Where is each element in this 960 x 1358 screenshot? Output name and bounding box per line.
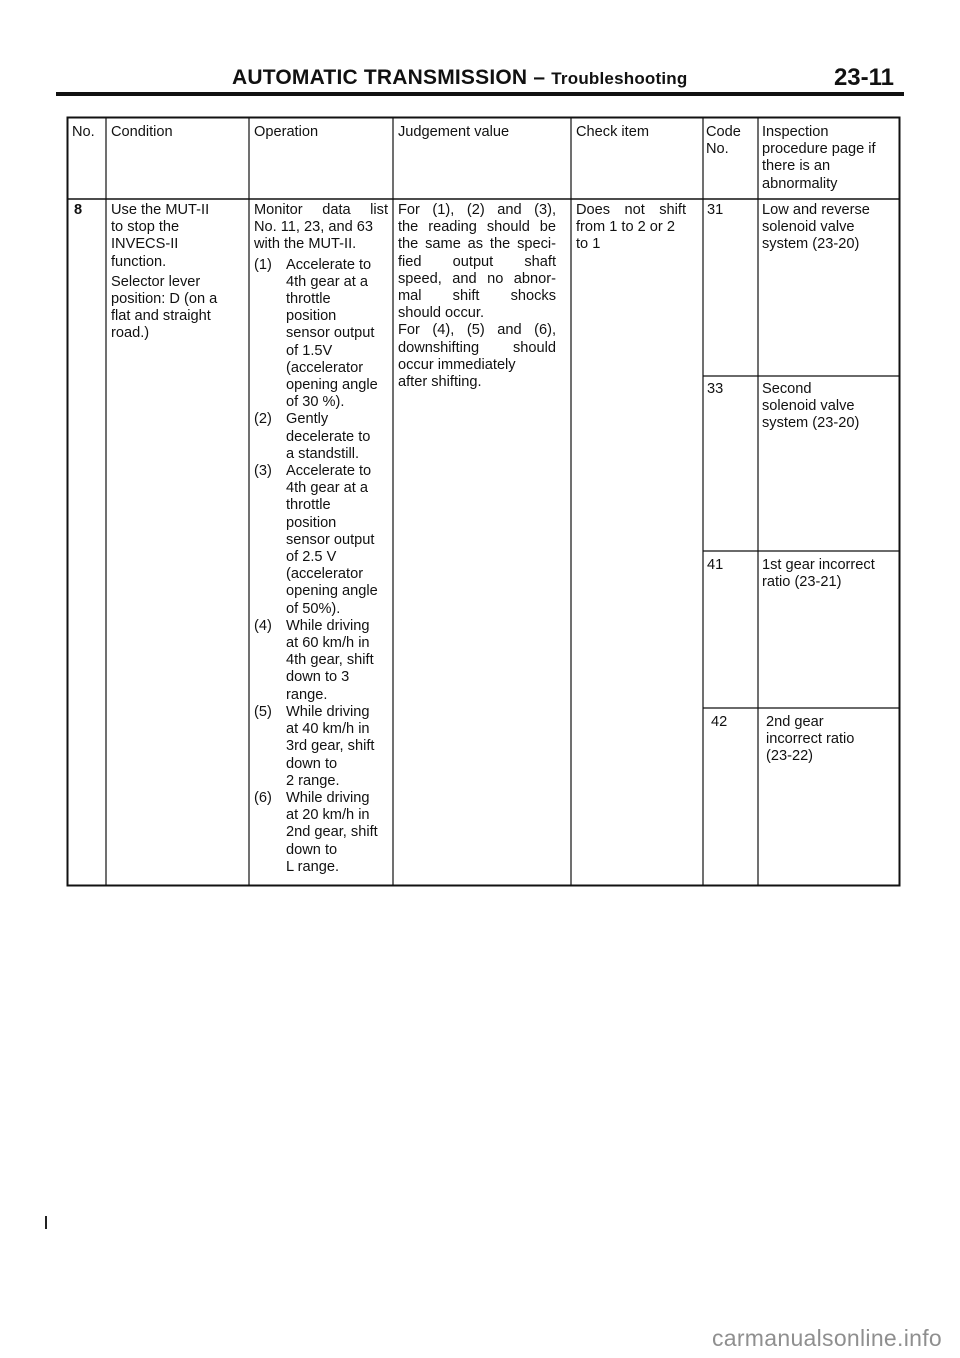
step-line: While driving (286, 703, 370, 720)
step-line: L range. (286, 858, 340, 875)
step-line: range. (286, 686, 328, 703)
check-line: to 1 (576, 236, 601, 253)
operation-intro-line: Monitor data list (254, 202, 388, 218)
step-line: While driving (286, 617, 370, 634)
col-header-no: No. (72, 124, 95, 140)
step-line: of 30 %). (286, 394, 345, 411)
operation-step (254, 704, 388, 790)
step-line: sensor output (286, 325, 375, 342)
condition-cell (111, 202, 217, 343)
judgement-line: occur immediately (398, 356, 516, 373)
operation-cell (254, 202, 388, 876)
step-line: (accelerator (286, 359, 364, 376)
judgement-cell (398, 202, 556, 391)
condition-line: Selector lever (111, 273, 201, 290)
step-line: of 2.5 V (286, 549, 337, 566)
step-line: Gently (286, 411, 329, 428)
condition-line: Use the MUT-II (111, 202, 210, 218)
condition-line: position: D (on a (111, 291, 218, 308)
operation-intro-line: with the MUT-II. (254, 236, 357, 253)
inspection-42 (766, 714, 854, 766)
step-line: at 60 km/h in (286, 635, 370, 652)
inspection-line: system (23-20) (762, 236, 860, 253)
judgement-line: after shifting. (398, 374, 482, 391)
step-number: (3) (254, 463, 272, 480)
inspection-line: incorrect ratio (766, 731, 855, 748)
step-line: opening angle (286, 377, 378, 394)
col-header-inspection-line: Inspection (762, 124, 829, 140)
step-line: While driving (286, 789, 370, 806)
step-line: of 50%). (286, 600, 341, 617)
watermark: carmanualsonline.info (711, 1325, 942, 1351)
step-line: down to (286, 755, 338, 772)
code-41: 41 (707, 557, 724, 573)
step-line: of 1.5V (286, 342, 333, 359)
step-line: throttle (286, 291, 331, 308)
condition-line: road.) (111, 325, 150, 342)
inspection-line: 1st gear incorrect (762, 557, 875, 573)
step-line: 4th gear at a (286, 273, 368, 290)
step-number: (5) (254, 703, 272, 720)
section-subtitle: Troubleshooting (551, 69, 688, 88)
step-line: 4th gear, shift (286, 652, 374, 669)
step-line: Accelerate to (286, 463, 372, 480)
operation-step (254, 618, 388, 704)
step-line: 4th gear at a (286, 480, 368, 497)
page-number: 23-11 (833, 64, 894, 91)
operation-step (254, 790, 388, 876)
step-line: (accelerator (286, 566, 364, 583)
check-line: Does not shift (576, 202, 686, 218)
col-header-check: Check item (576, 124, 649, 140)
step-line: at 20 km/h in (286, 807, 370, 824)
judgement-line: the same as the speci- (398, 236, 556, 253)
inspection-line: Second (762, 381, 812, 397)
condition-line: to stop the (111, 219, 180, 236)
condition-line: function. (111, 253, 167, 270)
col-header-inspection (762, 124, 876, 193)
inspection-33 (762, 381, 859, 433)
title-dash: – (533, 66, 546, 89)
inspection-line: Low and reverse (762, 202, 870, 218)
scan-mark (45, 1216, 47, 1229)
judgement-line: the reading should be (398, 219, 556, 236)
condition-line: INVECS-II (111, 236, 179, 253)
col-header-code-line: No. (706, 141, 729, 158)
step-line: throttle (286, 497, 331, 514)
step-line: opening angle (286, 583, 378, 600)
col-header-inspection-line: abnormality (762, 175, 838, 192)
col-header-code-line: Code (706, 124, 741, 140)
step-number: (2) (254, 411, 272, 428)
section-title (232, 66, 687, 90)
col-header-operation: Operation (254, 124, 319, 140)
operation-step (254, 463, 388, 618)
section-title-main: AUTOMATIC TRANSMISSION (232, 66, 528, 89)
step-number: (4) (254, 617, 272, 634)
col-header-inspection-line: procedure page if (762, 141, 876, 158)
inspection-line: 2nd gear (766, 714, 824, 730)
judgement-line: mal shift shocks (398, 288, 556, 305)
step-line: a standstill. (286, 445, 360, 462)
code-42: 42 (711, 714, 728, 730)
step-line: decelerate to (286, 428, 371, 445)
step-number: (6) (254, 789, 272, 806)
judgement-line: fied output shaft (398, 253, 556, 270)
header-rule (56, 92, 904, 96)
inspection-line: (23-22) (766, 748, 814, 765)
inspection-line: system (23-20) (762, 415, 860, 432)
inspection-line: ratio (23-21) (762, 574, 842, 591)
inspection-31 (762, 202, 870, 254)
step-line: Accelerate to (286, 256, 372, 273)
operation-step (254, 257, 388, 412)
inspection-line: solenoid valve (762, 219, 855, 236)
step-line: at 40 km/h in (286, 721, 370, 738)
inspection-41 (762, 557, 875, 591)
judgement-line: should occur. (398, 305, 484, 322)
code-31: 31 (707, 202, 724, 218)
row-no: 8 (74, 202, 83, 218)
step-line: down to (286, 841, 338, 858)
check-line: from 1 to 2 or 2 (576, 219, 675, 236)
col-header-condition: Condition (111, 124, 173, 140)
inspection-line: solenoid valve (762, 398, 855, 415)
step-line: sensor output (286, 531, 375, 548)
col-header-judgement: Judgement value (398, 124, 510, 140)
page-header (56, 62, 904, 96)
judgement-line: speed, and no abnor- (398, 270, 556, 287)
code-33: 33 (707, 381, 724, 397)
step-line: position (286, 308, 337, 325)
step-line: 2nd gear, shift (286, 824, 378, 841)
step-number: (1) (254, 256, 272, 273)
judgement-line: For (1), (2) and (3), (398, 202, 556, 218)
operation-step (254, 411, 388, 463)
check-cell (576, 202, 686, 254)
col-header-code (706, 124, 741, 158)
judgement-line: For (4), (5) and (6), (398, 322, 556, 339)
col-header-inspection-line: there is an (762, 158, 831, 175)
step-line: 2 range. (286, 772, 340, 789)
judgement-line: downshifting should (398, 339, 556, 356)
condition-line: flat and straight (111, 308, 211, 325)
step-line: position (286, 514, 337, 531)
step-line: 3rd gear, shift (286, 738, 375, 755)
operation-intro-line: No. 11, 23, and 63 (254, 219, 374, 236)
step-line: down to 3 (286, 669, 350, 686)
